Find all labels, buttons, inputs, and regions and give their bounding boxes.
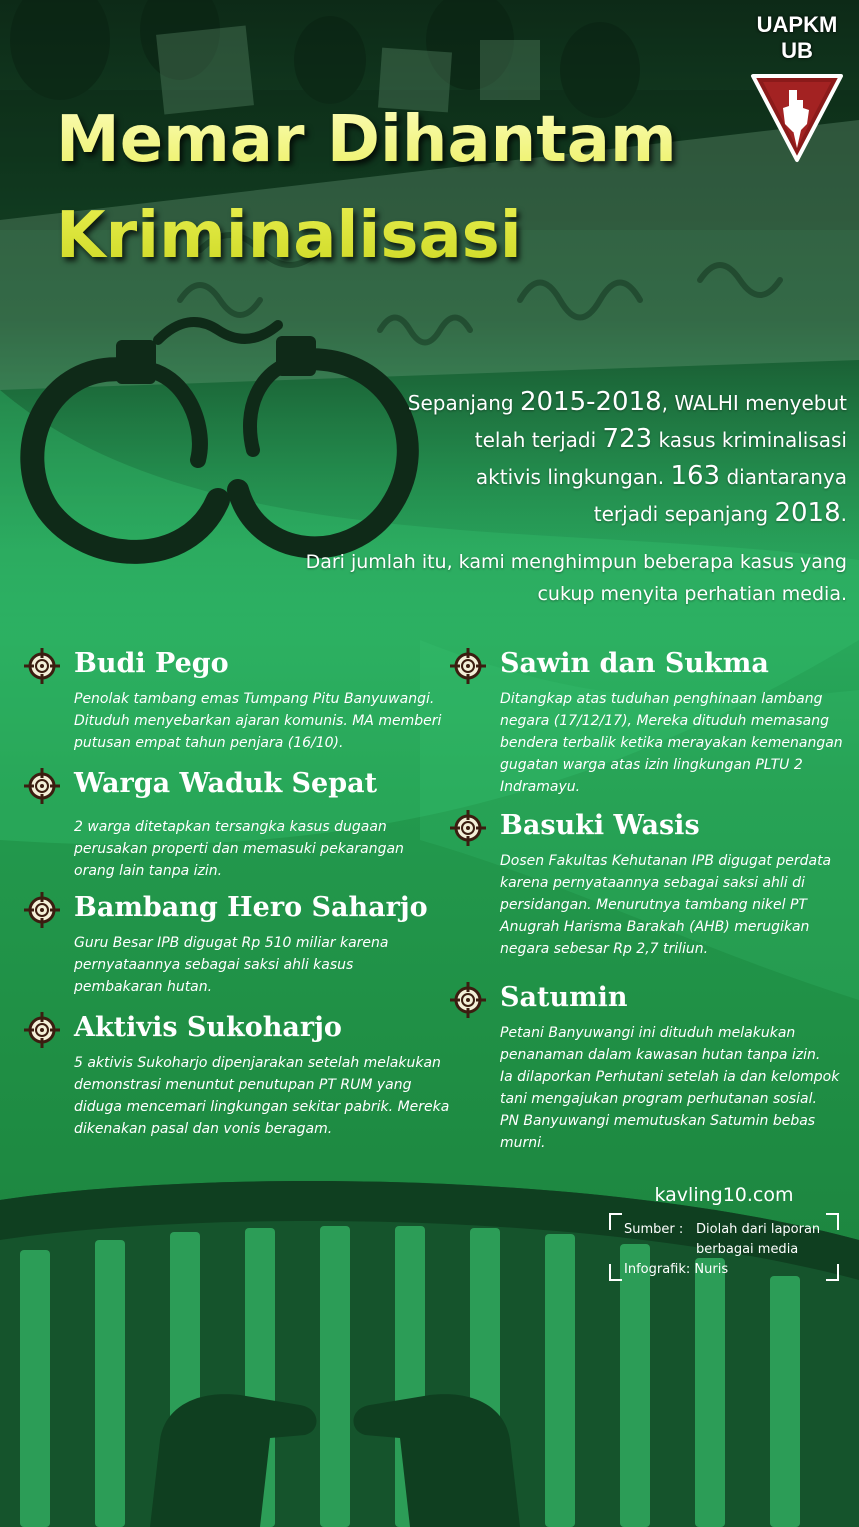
case-description: Ditangkap atas tuduhan penghinaan lambang negara (17/12/17), Mereka dituduh memasang bendera terbalik ketika merayakan kemenangan gugatan warga atas izin lingkungan PLTU 2 Indramayu. [500, 691, 843, 795]
target-icon [24, 648, 60, 684]
intro2-line-1: Dari jumlah itu, kami menghimpun beberapa kasus yang [305, 551, 847, 573]
intro-paragraph-2 [247, 546, 847, 610]
intro-paragraph [287, 384, 847, 532]
target-icon [450, 648, 486, 684]
source-label: Sumber : [624, 1222, 684, 1237]
target-icon [450, 982, 486, 1018]
triangle-fist-pen-logo-icon [749, 68, 845, 164]
title-line-2: Kriminalisasi [56, 199, 522, 273]
case-title: Warga Waduk Sepat [74, 768, 378, 799]
case-description: Petani Banyuwangi ini dituduh melakukan penanaman dalam kawasan hutan tanpa izin. Ia dilaporkan Perhutani setelah ia dan kelompok tani mengajukan program perhutanan sosial. PN Banyuwangi memutuskan Satumin bebas murni. [500, 1025, 840, 1151]
case-description: 2 warga ditetapkan tersangka kasus dugaan perusakan properti dan memasuki pekarangan orang lain tanpa izin. [74, 819, 404, 879]
target-icon [24, 1012, 60, 1048]
intro-line-3: aktivis lingkungan. 163 diantaranya [475, 461, 847, 491]
case-description: Dosen Fakultas Kehutanan IPB digugat perdata karena pernyataannya sebagai saksi ahli di persidangan. Menurutnya tambang nikel PT Anugrah Harisma Barakah (AHB) merugikan negara sebesar Rp 2,7 triliun. [500, 853, 832, 957]
intro-line-1: Sepanjang 2015-2018, WALHI menyebut [407, 387, 847, 417]
intro2-line-2: cukup menyita perhatian media. [537, 583, 847, 605]
site-url: kavling10.com [654, 1184, 794, 1206]
intro-line-2: telah terjadi 723 kasus kriminalisasi [474, 424, 847, 454]
case-title: Satumin [500, 982, 628, 1013]
case-title: Sawin dan Sukma [500, 648, 769, 679]
target-icon [450, 810, 486, 846]
brand-block [747, 12, 847, 164]
case-title: Budi Pego [74, 648, 229, 679]
source-line-2: berbagai media [696, 1242, 799, 1257]
case-description: Guru Besar IPB digugat Rp 510 miliar karena pernyataannya sebagai saksi ahli kasus pembakaran hutan. [74, 935, 389, 995]
target-icon [24, 892, 60, 928]
case-title: Basuki Wasis [500, 810, 700, 841]
credits-block [608, 1182, 840, 1284]
page-title [56, 92, 677, 284]
brand-name: UAPKM UB [756, 12, 838, 63]
source-line-1: Diolah dari laporan [696, 1222, 821, 1237]
title-line-1: Memar Dihantam [56, 103, 677, 177]
infographic-credit: Infografik: Nuris [624, 1262, 729, 1277]
case-description: Penolak tambang emas Tumpang Pitu Banyuwangi. Dituduh menyebarkan ajaran komunis. MA memberi putusan empat tahun penjara (16/10). [74, 691, 442, 751]
target-icon [24, 768, 60, 804]
case-title: Aktivis Sukoharjo [74, 1012, 342, 1043]
case-title: Bambang Hero Saharjo [74, 892, 428, 923]
case-description: 5 aktivis Sukoharjo dipenjarakan setelah melakukan demonstrasi menuntut penutupan PT RUM yang diduga mencemari lingkungan sekitar pabrik. Mereka dikenakan pasal dan vonis beragam. [74, 1055, 450, 1137]
intro-line-4: terjadi sepanjang 2018. [593, 498, 847, 528]
